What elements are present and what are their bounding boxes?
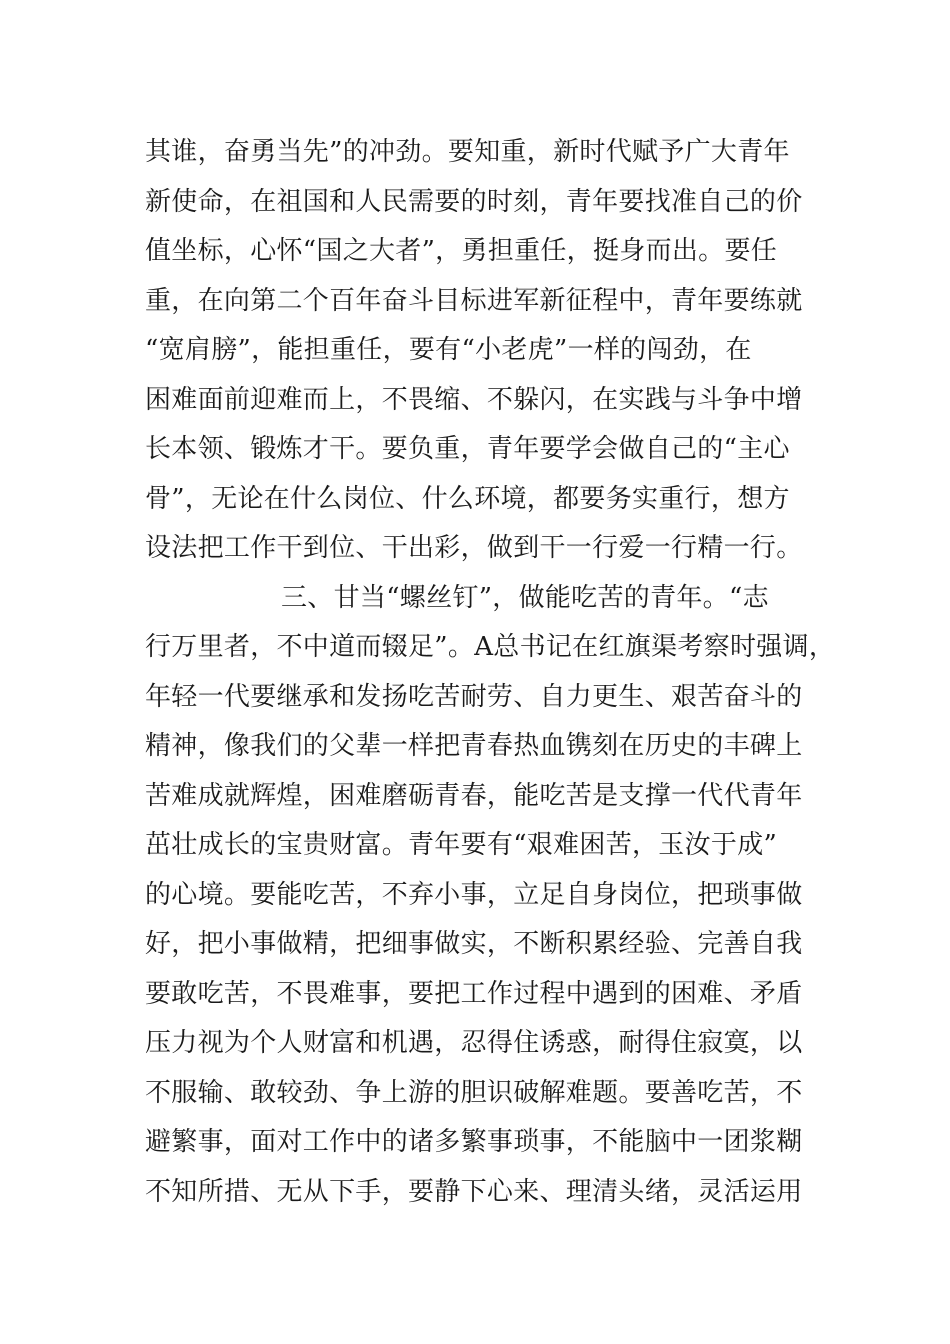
text-line: 要敢吃苦，不畏难事，要把工作过程中遇到的困难、矛盾 <box>145 978 803 1009</box>
text-line: 不知所措、无从下手，要静下心来、理清头绪，灵活运用 <box>145 1176 803 1207</box>
text-line: 的心境。要能吃苦，不弃小事，立足自身岗位，把琐事做 <box>145 879 803 910</box>
text-line: 长本领、锻炼才干。要负重，青年要学会做自己的“主心 <box>145 434 790 464</box>
text-line: 行万里者，不中道而辍足”。A总书记在红旗渠考察时强调， <box>145 632 836 662</box>
text-line: “宽肩膀”，能担重任，要有“小老虎”一样的闯劲，在 <box>145 335 752 365</box>
text-line: 苦难成就辉煌，困难磨砺青春，能吃苦是支撑一代代青年 <box>145 780 803 811</box>
text-line: 好，把小事做精，把细事做实，不断积累经验、完善自我 <box>145 929 803 959</box>
text-line: 值坐标，心怀“国之大者”，勇担重任，挺身而出。要任 <box>145 236 778 266</box>
text-line: 设法把工作干到位、干出彩，做到干一行爱一行精一行。 <box>145 533 803 563</box>
section-heading-line: 三、甘当“螺丝钉”，做能吃苦的青年。“志 <box>281 582 769 613</box>
text-line: 骨”，无论在什么岗位、什么环境，都要务实重行，想方 <box>145 483 790 514</box>
text-line: 其谁，奋勇当先”的冲劲。要知重，新时代赋予广大青年 <box>145 137 790 167</box>
text-line: 年轻一代要继承和发扬吃苦耐劳、自力更生、艰苦奋斗的 <box>145 681 803 712</box>
text-line: 新使命，在祖国和人民需要的时刻，青年要找准自己的价 <box>145 186 803 217</box>
text-line: 重，在向第二个百年奋斗目标进军新征程中，青年要练就 <box>145 285 803 316</box>
text-line: 避繁事，面对工作中的诸多繁事琐事，不能脑中一团浆糊 <box>145 1127 803 1157</box>
text-line: 困难面前迎难而上，不畏缩、不躲闪，在实践与斗争中增 <box>145 384 803 415</box>
body-text <box>145 128 836 1217</box>
text-line: 不服输、敢较劲、争上游的胆识破解难题。要善吃苦，不 <box>145 1077 803 1108</box>
text-line: 压力视为个人财富和机遇，忍得住诱惑，耐得住寂寞，以 <box>145 1028 803 1058</box>
text-line: 茁壮成长的宝贵财富。青年要有“艰难困苦，玉汝于成” <box>145 830 778 860</box>
text-line: 精神，像我们的父辈一样把青春热血镌刻在历史的丰碑上 <box>145 731 803 761</box>
